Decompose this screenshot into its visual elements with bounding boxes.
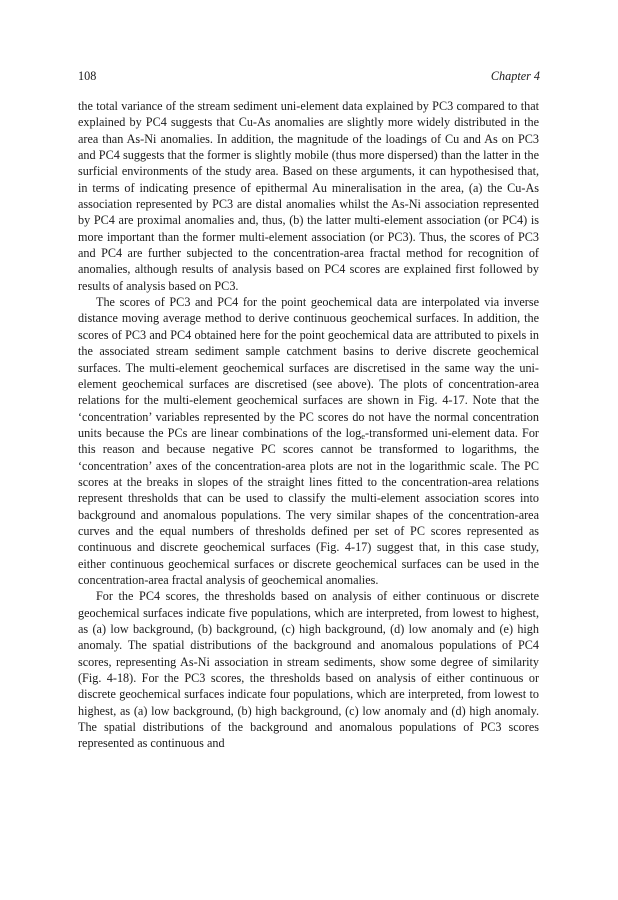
running-header — [78, 68, 540, 84]
chapter-label: Chapter 4 — [490, 69, 540, 83]
paragraph-1: the total variance of the stream sediment uni-element data explained by PC3 compared to that explained by PC4 suggests that Cu-As anomalies are slightly more widely distributed in the area than As-Ni anomalies. In addition, the magnitude of the loadings of Cu and As on PC3 and PC4 suggests that the former is slightly mobile (thus more dispersed) than the latter in the surficial environments of the study area. Based on these arguments, it can hypothesised that, in terms of indicating presence of epithermal Au mineralisation in the area, (a) the Cu-As association represented by PC3 are distal anomalies whilst the As-Ni association represented by PC4 are proximal anomalies and, thus, (b) the latter multi-element association (or PC4) is more important than the former multi-element association (or PC3). Thus, the scores of PC3 and PC4 are further subjected to the concentration-area fractal method for recognition of anomalies, although results of analysis based on PC4 scores are explained first followed by results of analysis based on PC3. — [78, 99, 539, 293]
paragraph-3: For the PC4 scores, the thresholds based on analysis of either continuous or discrete geochemical surfaces indicate five populations, which are interpreted, from lowest to highest, as (a) low background, (b) background, (c) high background, (d) low anomaly and (e) high anomaly. The spatial distributions of the background and anomalous populations of PC4 scores, representing As-Ni association in stream sediments, show some degree of similarity (Fig. 4-18). For the PC3 scores, the thresholds based on analysis of either continuous or discrete geochemical surfaces indicate four populations, which are interpreted, from lowest to highest, as (a) low background, (b) high background, (c) low anomaly and (d) high anomaly. The spatial distributions of the background and anomalous populations of PC3 scores represented as continuous and — [78, 589, 539, 751]
body-text — [78, 98, 539, 752]
paragraph-2 — [78, 294, 539, 588]
log-subscript: e — [361, 430, 366, 441]
paragraph-2-part-a: The scores of PC3 and PC4 for the point geochemical data are interpolated via inverse distance moving average method to derive continuous geochemical surfaces. In addition, the scores of PC3 and PC4 obtained here for the point geochemical data are attributed to pixels in the associated stream sediment sample catchment basins to derive discrete geochemical surfaces. The multi-element geochemical surfaces are discretised in the same way the uni-element geochemical surfaces are discretised (see above). The plots of concentration-area relations for the multi-element geochemical surfaces are shown in Fig. 4-17. Note that the ‘concentration’ variables represented by the PC scores do not have the normal concentration units because the PCs are linear combinations of the log — [78, 295, 539, 440]
paragraph-2-part-b: -transformed uni-element data. For this reason and because negative PC scores cannot be transformed to logarithms, the ‘concentration’ axes of the concentration-area plots are not in the logarithmic scale. The PC scores at the breaks in slopes of the straight lines fitted to the concentration-area relations represent thresholds that can be used to classify the multi-element association scores into background and anomalous populations. The very similar shapes of the concentration-area curves and the equal numbers of thresholds defined per set of PC scores represented as continuous and discrete geochemical surfaces (Fig. 4-17) suggest that, in this case study, either continuous geochemical surfaces or discrete geochemical surfaces can be used in the concentration-area fractal analysis of geochemical anomalies. — [78, 425, 539, 587]
page-number: 108 — [78, 69, 97, 83]
